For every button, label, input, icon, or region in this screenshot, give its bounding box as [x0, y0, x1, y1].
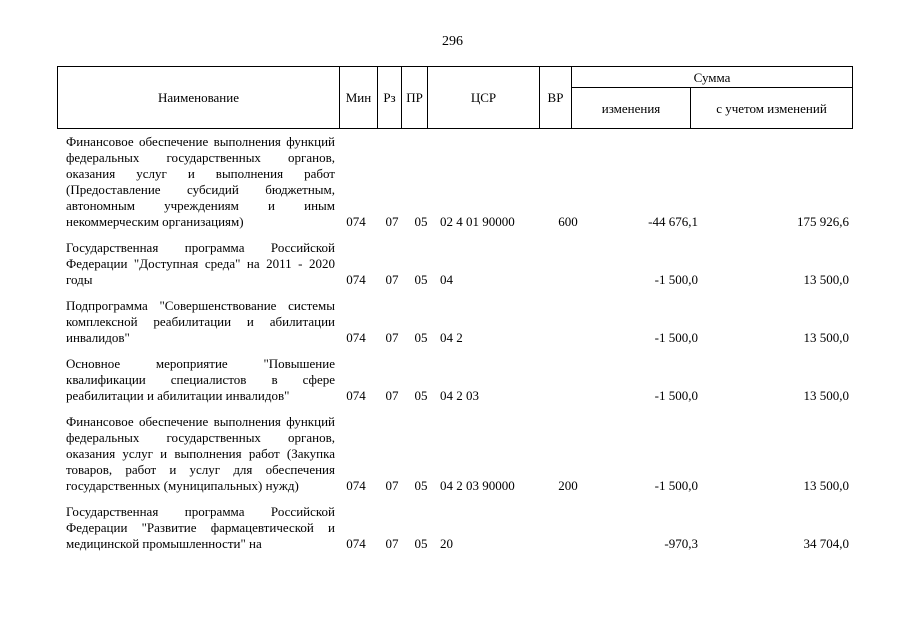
row-name: Финансовое обеспечение выполнения функций федеральных государственных органов, оказания услуг и выполнения работ (Закупка товаров, работ и услуг для обеспечения государственных (муниципальных) нужд) — [66, 414, 335, 493]
row-total: 34 704,0 — [803, 536, 849, 551]
row-min: 074 — [346, 272, 366, 287]
row-csr: 02 4 01 90000 — [440, 214, 515, 229]
row-total: 13 500,0 — [803, 388, 849, 403]
row-name: Основное мероприятие "Повышение квалификации специалистов в сфере реабилитации и абилитации инвалидов" — [66, 356, 335, 403]
row-rz: 07 — [385, 272, 399, 287]
row-name: Государственная программа Российской Федерации "Развитие фармацевтической и медицинской промышленности" на — [66, 504, 335, 551]
row-change: -1 500,0 — [654, 388, 698, 403]
row-total: 175 926,6 — [797, 214, 849, 229]
row-min: 074 — [346, 388, 366, 403]
row-pr: 05 — [414, 214, 428, 229]
row-min: 074 — [346, 478, 366, 493]
row-vr: 600 — [558, 214, 578, 229]
row-csr: 20 — [440, 536, 453, 551]
table-row — [57, 134, 852, 230]
row-name: Финансовое обеспечение выполнения функций федеральных государственных органов, оказания услуг и выполнения работ (Предоставление субсидий бюджетным, автономным учреждениям и иным некоммерческим организациям) — [66, 134, 335, 229]
table-row — [57, 414, 852, 494]
row-name: Государственная программа Российской Федерации "Доступная среда" на 2011 - 2020 годы — [66, 240, 335, 287]
row-csr: 04 2 — [440, 330, 463, 345]
row-csr: 04 2 03 — [440, 388, 479, 403]
table-header — [57, 66, 853, 129]
header-sum: Сумма — [572, 67, 853, 88]
row-rz: 07 — [385, 214, 399, 229]
row-total: 13 500,0 — [803, 478, 849, 493]
row-csr: 04 — [440, 272, 453, 287]
row-rz: 07 — [385, 330, 399, 345]
row-rz: 07 — [385, 536, 399, 551]
row-total: 13 500,0 — [803, 330, 849, 345]
row-change: -1 500,0 — [654, 272, 698, 287]
row-change: -44 676,1 — [648, 214, 698, 229]
row-pr: 05 — [414, 388, 428, 403]
header-rz: Рз — [378, 67, 402, 129]
header-vr: ВР — [540, 67, 572, 129]
row-rz: 07 — [385, 388, 399, 403]
header-change: изменения — [572, 88, 691, 129]
row-change: -970,3 — [664, 536, 698, 551]
table-row — [57, 356, 852, 404]
row-name: Подпрограмма "Совершенствование системы комплексной реабилитации и абилитации инвалидов" — [66, 298, 335, 345]
row-min: 074 — [346, 330, 366, 345]
row-vr: 200 — [558, 478, 578, 493]
row-min: 074 — [346, 536, 366, 551]
row-csr: 04 2 03 90000 — [440, 478, 515, 493]
row-change: -1 500,0 — [654, 330, 698, 345]
table-body — [57, 134, 852, 562]
table-row — [57, 504, 852, 552]
header-with-changes: с учетом изменений — [691, 88, 853, 129]
header-min: Мин — [340, 67, 378, 129]
row-change: -1 500,0 — [654, 478, 698, 493]
header-csr: ЦСР — [428, 67, 540, 129]
table-row — [57, 298, 852, 346]
row-pr: 05 — [414, 330, 428, 345]
row-rz: 07 — [385, 478, 399, 493]
row-total: 13 500,0 — [803, 272, 849, 287]
table-row — [57, 240, 852, 288]
page-number: 296 — [442, 34, 463, 49]
header-name: Наименование — [58, 67, 340, 129]
row-pr: 05 — [414, 536, 428, 551]
header-pr: ПР — [402, 67, 428, 129]
row-min: 074 — [346, 214, 366, 229]
row-pr: 05 — [414, 478, 428, 493]
row-pr: 05 — [414, 272, 428, 287]
